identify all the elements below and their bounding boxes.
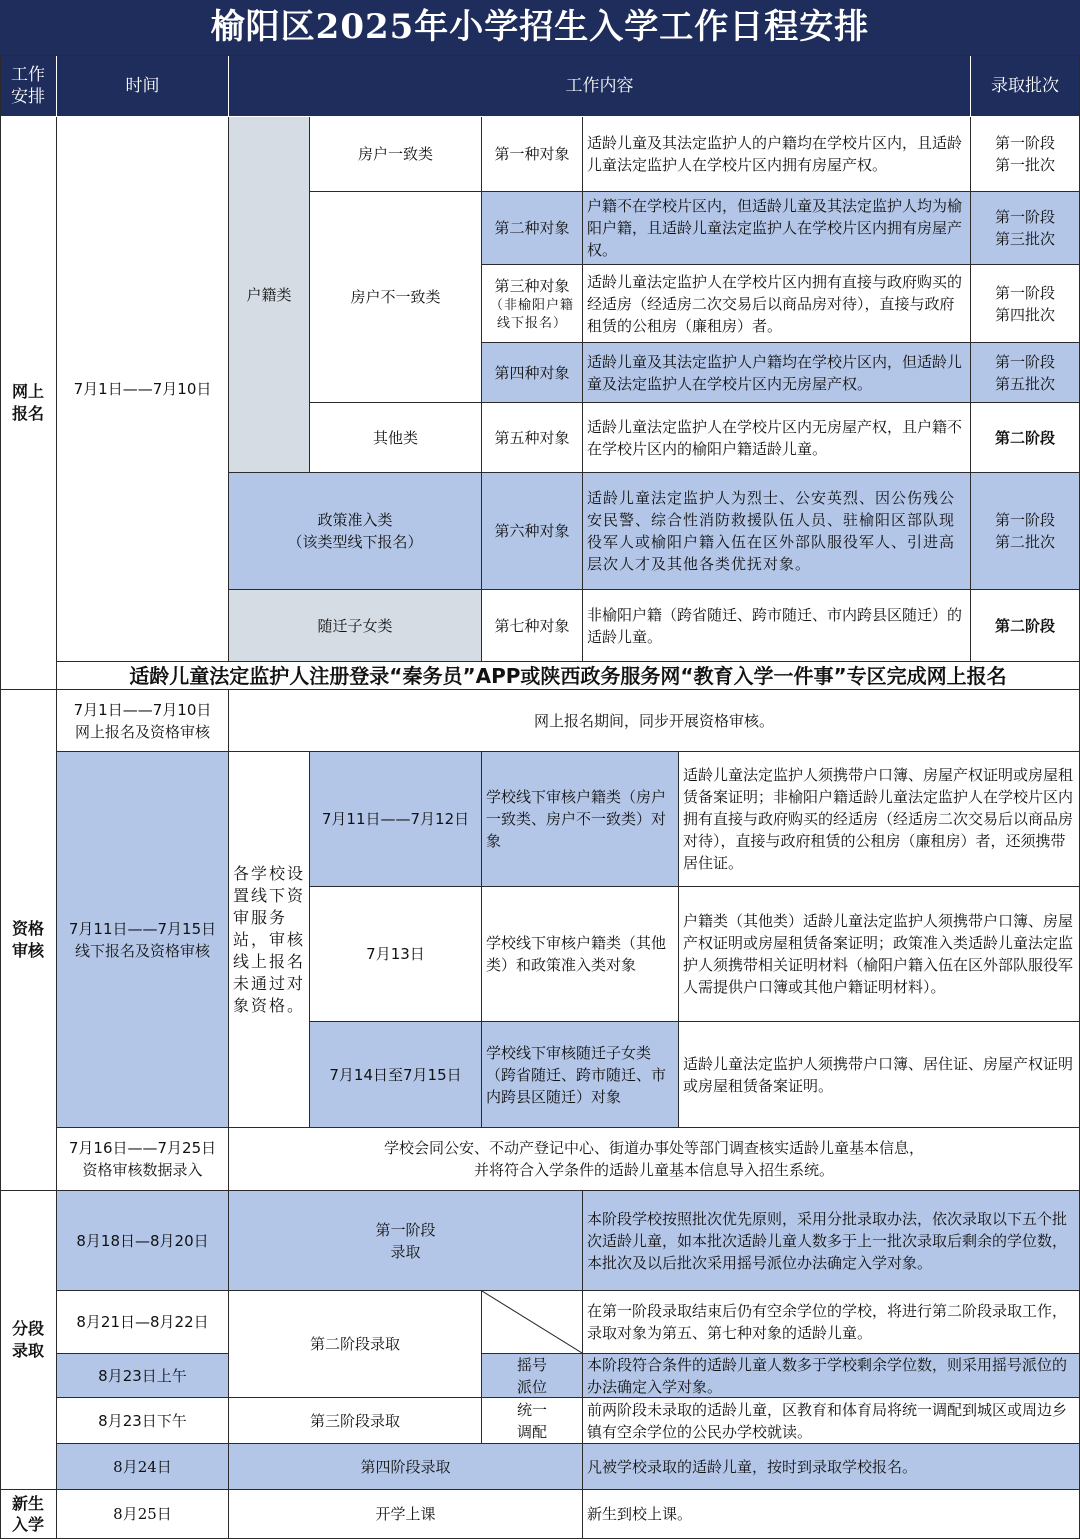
object-7: 第七种对象 xyxy=(482,590,583,662)
section-new-student: 新生 入学 xyxy=(0,1490,57,1539)
object-6: 第六种对象 xyxy=(482,473,583,590)
stage-4-description: 凡被学校录取的适龄儿童，按时到录取学校报名。 xyxy=(583,1444,1080,1490)
review-sub-2-date: 7月13日 xyxy=(310,887,482,1022)
subcategory-mismatch: 房户不一致类 xyxy=(310,192,482,403)
object-2-batch: 第一阶段 第三批次 xyxy=(971,192,1080,265)
online-registration-banner: 适龄儿童法定监护人注册登录“秦务员”APP或陕西政务服务网“教育入学一件事”专区完成网上报名 xyxy=(57,662,1080,690)
stage-2-label: 第二阶段录取 xyxy=(229,1291,482,1398)
stage-2-time-a: 8月21日—8月22日 xyxy=(57,1291,229,1354)
review-data-entry-time: 7月16日——7月25日 资格审核数据录入 xyxy=(57,1128,229,1191)
stage-2-method: 摇号 派位 xyxy=(482,1354,583,1398)
online-time: 7月1日——7月10日 xyxy=(57,117,229,662)
object-3-description: 适龄儿童法定监护人在学校片区内拥有直接与政府购买的经适房（经适房二次交易后以商品房对待），直接与政府租赁的公租房（廉租房）者。 xyxy=(583,265,971,343)
object-5: 第五种对象 xyxy=(482,403,583,473)
page-title: 榆阳区2025年小学招生入学工作日程安排 xyxy=(0,0,1080,55)
review-offline-time: 7月11日——7月15日 线下报名及资格审核 xyxy=(57,752,229,1128)
object-4-batch: 第一阶段 第五批次 xyxy=(971,343,1080,403)
object-2-description: 户籍不在学校片区内，但适龄儿童及其法定监护人均为榆阳户籍，且适龄儿童法定监护人在学校片区内拥有房屋产权。 xyxy=(583,192,971,265)
header-content: 工作内容 xyxy=(229,55,971,117)
header-time: 时间 xyxy=(57,55,229,117)
object-6-description: 适龄儿童法定监护人为烈士、公安英烈、因公伤残公安民警、综合性消防救援队伍人员、驻榆阳区部队现役军人或榆阳户籍入伍在区外部队服役军人、引进高层次人才及其他各类优抚对象。 xyxy=(583,473,971,590)
subcategory-other: 其他类 xyxy=(310,403,482,473)
stage-2-description-b: 本阶段符合条件的适龄儿童人数多于学校剩余学位数，则采用摇号派位的办法确定入学对象。 xyxy=(583,1354,1080,1398)
object-7-description: 非榆阳户籍（跨省随迁、跨市随迁、市内跨县区随迁）的适龄儿童。 xyxy=(583,590,971,662)
review-sub-3-requirements: 适龄儿童法定监护人须携带户口簿、居住证、房屋产权证明或房屋租赁备案证明。 xyxy=(679,1022,1080,1128)
stage-3-time: 8月23日下午 xyxy=(57,1398,229,1444)
category-policy: 政策准入类 （该类型线下报名） xyxy=(229,473,482,590)
section-qualification-review: 资格 审核 xyxy=(0,690,57,1191)
object-2: 第二种对象 xyxy=(482,192,583,265)
object-1-batch: 第一阶段 第一批次 xyxy=(971,117,1080,192)
review-sub-2-requirements: 户籍类（其他类）适龄儿童法定监护人须携带户口簿、房屋产权证明或房屋租赁备案证明；政策准入类适龄儿童法定监护人须携带相关证明材料（榆阳户籍入伍在区外部队服役军人需提供户口簿或其他户籍证明材料）。 xyxy=(679,887,1080,1022)
section-staged-admission: 分段 录取 xyxy=(0,1191,57,1490)
new-student-label: 开学上课 xyxy=(229,1490,583,1539)
review-sub-1-requirements: 适龄儿童法定监护人须携带户口簿、房屋产权证明或房屋租赁备案证明；非榆阳户籍适龄儿童法定监护人在学校片区内拥有直接与政府购买的经适房（经适房二次交易后以商品房对待），直接与政府租赁的公租房（廉租房）者，还须携带居住证。 xyxy=(679,752,1080,887)
object-5-description: 适龄儿童法定监护人在学校片区内无房屋产权，且户籍不在学校片区内的榆阳户籍适龄儿童。 xyxy=(583,403,971,473)
object-3-cell xyxy=(482,265,583,343)
stage-3-method: 统一 调配 xyxy=(482,1398,583,1444)
stage-1-description: 本阶段学校按照批次优先原则，采用分批录取办法，依次录取以下五个批次适龄儿童，如本批次适龄儿童人数多于上一批次录取后剩余的学位数，本批次及以后批次采用摇号派位办法确定入学对象。 xyxy=(583,1191,1080,1291)
stage-2-empty-diagonal xyxy=(482,1291,583,1354)
stage-3-label: 第三阶段录取 xyxy=(229,1398,482,1444)
object-1: 第一种对象 xyxy=(482,117,583,192)
stage-1-time: 8月18日—8月20日 xyxy=(57,1191,229,1291)
stage-4-label: 第四阶段录取 xyxy=(229,1444,583,1490)
stage-1-label: 第一阶段 录取 xyxy=(229,1191,583,1291)
review-online-description: 网上报名期间，同步开展资格审核。 xyxy=(229,690,1080,752)
review-sub-2-task: 学校线下审核户籍类（其他类）和政策准入类对象 xyxy=(482,887,679,1022)
new-student-description: 新生到校上课。 xyxy=(583,1490,1080,1539)
object-6-batch: 第一阶段 第二批次 xyxy=(971,473,1080,590)
object-1-description: 适龄儿童及其法定监护人的户籍均在学校片区内，且适龄儿童法定监护人在学校片区内拥有房屋产权。 xyxy=(583,117,971,192)
stage-4-time: 8月24日 xyxy=(57,1444,229,1490)
object-3-note: （非榆阳户籍线下报名） xyxy=(489,297,574,331)
object-5-batch: 第二阶段 xyxy=(971,403,1080,473)
category-migrant: 随迁子女类 xyxy=(229,590,482,662)
object-3: 第三种对象 xyxy=(494,276,570,295)
review-station-note: 各学校设置线下资审服务站，审核线上报名未通过对象资格。 xyxy=(229,752,310,1128)
object-4-description: 适龄儿童及其法定监护人户籍均在学校片区内，但适龄儿童及法定监护人在学校片区内无房屋产权。 xyxy=(583,343,971,403)
new-student-time: 8月25日 xyxy=(57,1490,229,1539)
object-4: 第四种对象 xyxy=(482,343,583,403)
object-7-batch: 第二阶段 xyxy=(971,590,1080,662)
header-batch: 录取批次 xyxy=(971,55,1080,117)
review-sub-3-date: 7月14日至7月15日 xyxy=(310,1022,482,1128)
subcategory-match: 房户一致类 xyxy=(310,117,482,192)
review-sub-1-task: 学校线下审核户籍类（房户一致类、房户不一致类）对象 xyxy=(482,752,679,887)
category-hukou: 户籍类 xyxy=(229,117,310,473)
review-online-time: 7月1日——7月10日 网上报名及资格审核 xyxy=(57,690,229,752)
stage-3-description: 前两阶段未录取的适龄儿童，区教育和体育局将统一调配到城区或周边乡镇有空余学位的公民办学校就读。 xyxy=(583,1398,1080,1444)
object-3-batch: 第一阶段 第四批次 xyxy=(971,265,1080,343)
section-online-registration: 网上 报名 xyxy=(0,117,57,690)
header-arrangement: 工作 安排 xyxy=(0,55,57,117)
review-data-entry-description: 学校会同公安、不动产登记中心、街道办事处等部门调查核实适龄儿童基本信息， 并将符合入学条件的适龄儿童基本信息导入招生系统。 xyxy=(229,1128,1080,1191)
stage-2-time-b: 8月23日上午 xyxy=(57,1354,229,1398)
diagonal-line xyxy=(482,1291,582,1353)
review-sub-3-task: 学校线下审核随迁子女类（跨省随迁、跨市随迁、市内跨县区随迁）对象 xyxy=(482,1022,679,1128)
review-sub-1-date: 7月11日——7月12日 xyxy=(310,752,482,887)
stage-2-description-a: 在第一阶段录取结束后仍有空余学位的学校，将进行第二阶段录取工作，录取对象为第五、第七种对象的适龄儿童。 xyxy=(583,1291,1080,1354)
